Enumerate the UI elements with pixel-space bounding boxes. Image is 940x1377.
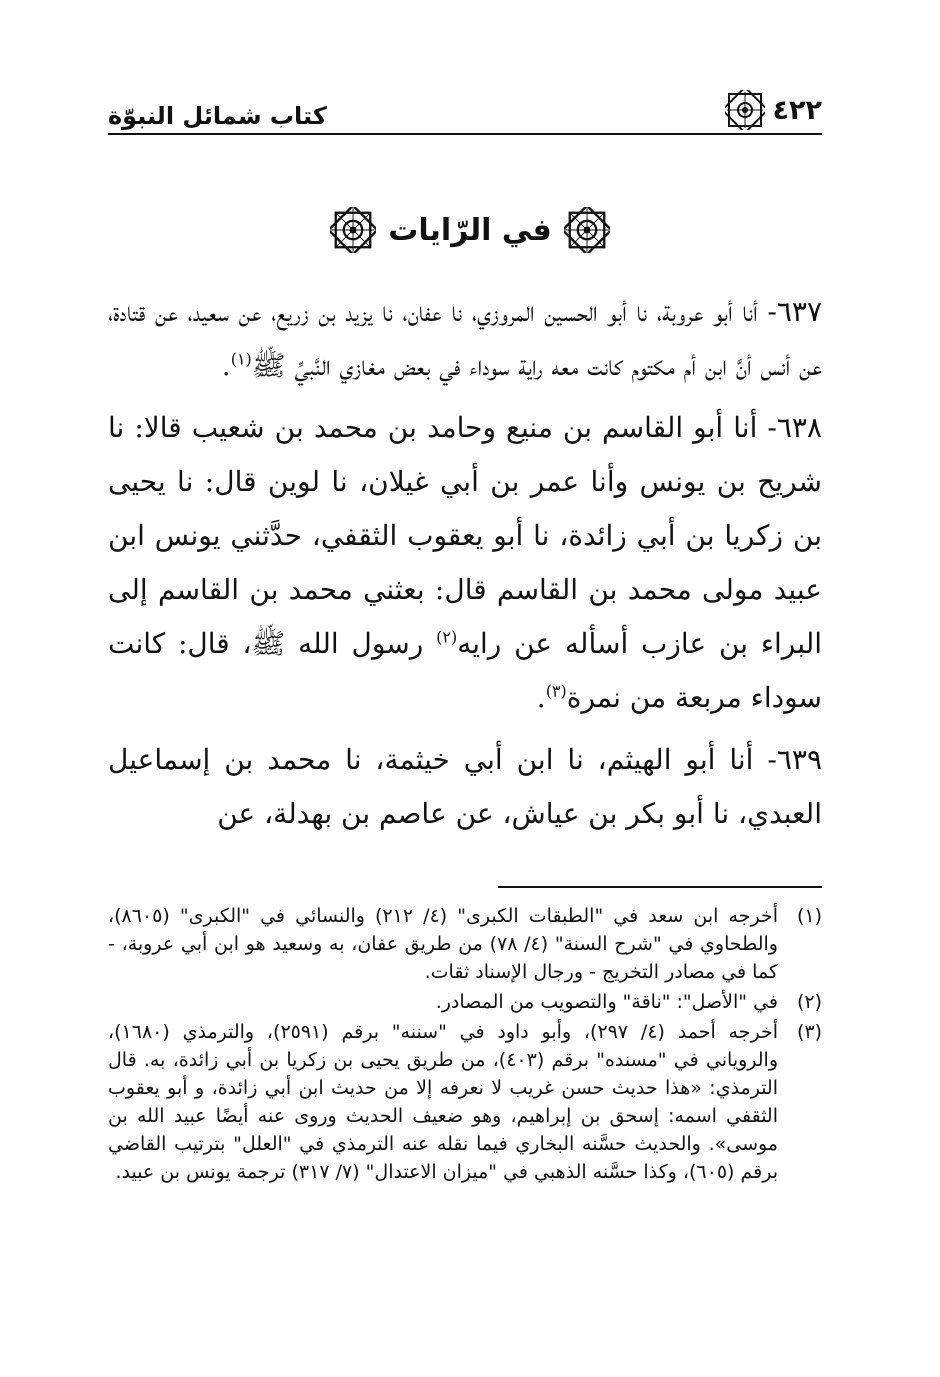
hadith-number: ٦٣٧-	[767, 295, 823, 328]
footnote	[108, 1018, 822, 1186]
footnote-rule	[498, 886, 822, 888]
footnote-ref: (٣)	[545, 681, 567, 701]
book-title: كتاب شمائل النبوّة	[108, 102, 327, 130]
hadith-number: ٦٣٨-	[767, 411, 822, 444]
footnote-text: أخرجه أحمد (٤/ ٢٩٧)، وأبو داود في "سننه" برقم (٢٥٩١)، والترمذي (١٦٨٠)، والروياني في "مسنده" برقم (٤٠٣)، من طريق يحيى بن زكريا بن أبي زائدة، به. قال الترمذي: «هذا حديث حسن غريب لا نعرفه إلا من حديث ابن أبي زائدة، و أبو يعقوب الثقفي اسمه: إسحق بن إبراهيم، وهو ضعيف الحديث وروى عنه أيضًا عبيد الله بن موسى». والحديث حسَّنه البخاري فيما نقله عنه الترمذي في "العلل" بترتيب القاضي برقم (٦٠٥)، وكذا حسَّنه الذهبي في "ميزان الاعتدال" (٧/ ٣١٧) ترجمة يونس بن عبيد.	[108, 1021, 779, 1183]
header-rule	[108, 133, 822, 135]
footnote-ref: (١)	[230, 349, 252, 369]
hadith-end: .	[221, 349, 231, 382]
hadith-number: ٦٣٩-	[767, 743, 822, 776]
footnotes	[108, 902, 822, 1188]
footnote-text: أخرجه ابن سعد في "الطبقات الكبرى" (٤/ ٢١٢) والنسائي في "الكبرى" (٨٦٠٥)، والطحاوي في "شرح السنة" (٤/ ٧٨) من طريق عفان، به وسعيد هو ابن أبي عروبة، - كما في مصادر التخريج - ورجال الإسناد ثقات.	[108, 905, 778, 983]
ornament-icon	[725, 90, 765, 130]
footnote-ref: (٢)	[436, 627, 458, 647]
page-number-group	[725, 90, 822, 130]
main-body	[108, 285, 822, 849]
hadith-637	[108, 285, 822, 393]
hadith-text: أنا أبو الهيثم، نا ابن أبي خيثمة، نا محمد بن إسماعيل العبدي، نا أبو بكر بن عياش، عن عاصم بن بهدلة، عن	[108, 743, 822, 830]
section-title-text: في الرّايات	[388, 212, 552, 248]
hadith-639	[108, 733, 822, 841]
hadith-text: أنا أبو القاسم بن منيع وحامد بن محمد بن شعيب قالا: نا شريح بن يونس وأنا عمر بن أبي غيلان، نا لوين قال: نا يحيى بن زكريا بن أبي زائدة، نا أبو يعقوب الثقفي، حدَّثني يونس ابن عبيد مولى محمد بن القاسم قال: بعثني محمد بن القاسم إلى البراء بن عازب أسأله عن رايه	[108, 411, 823, 660]
footnote-marker: (٢)	[796, 991, 822, 1013]
running-header	[108, 88, 822, 130]
ornament-icon	[564, 207, 610, 253]
page-number: ٤٢٢	[772, 94, 822, 126]
footnote-text: في "الأصل": "ناقة" والتصويب من المصادر.	[435, 991, 778, 1013]
footnote-marker: (٣)	[796, 1021, 822, 1043]
ornament-icon	[330, 207, 376, 253]
section-title	[0, 200, 940, 260]
footnote-marker: (١)	[796, 905, 822, 927]
footnote	[108, 902, 822, 986]
hadith-text: أنا أبو عروبة، نا أبو الحسين المروزي، نا عفان، نا يزيد بن زريع، عن سعيد، عن قتادة، عن أنس أنَّ ابن أم مكتوم كانت معه راية سوداء في بعض مغازي النَّبيِّ ﷺ	[108, 295, 822, 382]
hadith-638	[108, 401, 822, 725]
hadith-text-continued: رسول الله ﷺ، قال: كانت سوداء مربعة من نمرة	[108, 627, 822, 714]
hadith-end: .	[536, 681, 546, 714]
footnote	[108, 988, 822, 1016]
